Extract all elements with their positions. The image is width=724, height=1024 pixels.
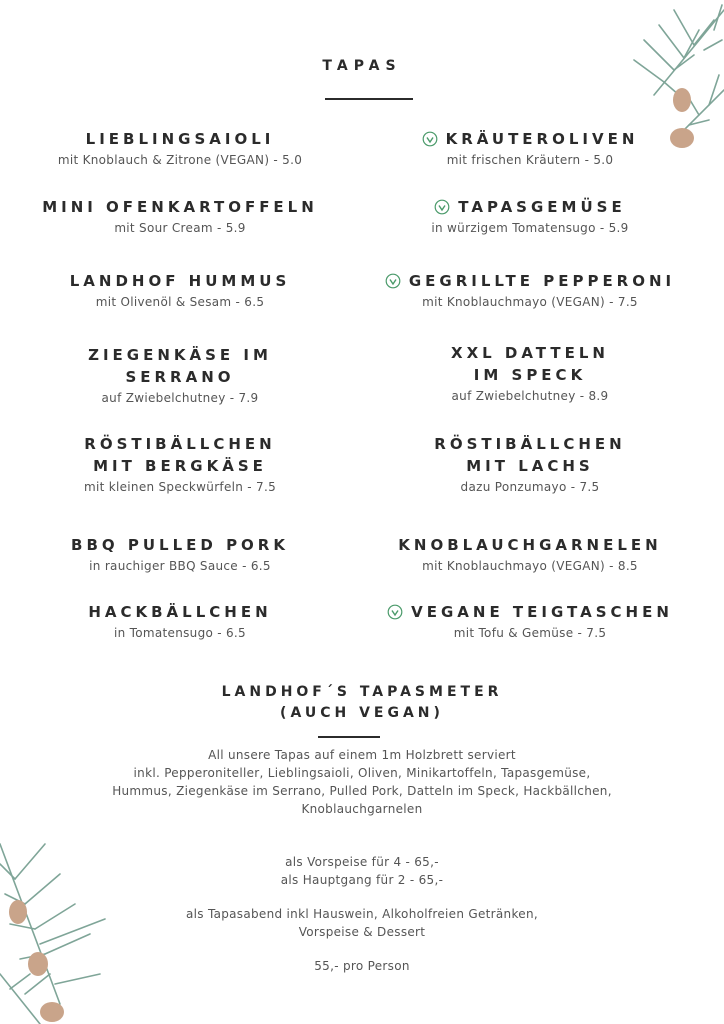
menu-item [365, 270, 695, 309]
item-name: HACKBÄLLCHEN [88, 603, 272, 621]
item-name: RÖSTIBÄLLCHEN MIT BERGKÄSE [84, 435, 276, 475]
menu-item [365, 342, 695, 403]
item-name: KRÄUTEROLIVEN [445, 130, 639, 148]
item-description: mit Sour Cream - 5.9 [114, 221, 246, 235]
menu-item [15, 270, 345, 309]
page-title: TAPAS [322, 58, 402, 74]
item-description: in Tomatensugo - 6.5 [114, 626, 246, 640]
tapasmeter-divider [318, 736, 380, 738]
menu-item [15, 534, 345, 573]
item-name: BBQ PULLED PORK [71, 536, 289, 554]
item-description: mit kleinen Speckwürfeln - 7.5 [83, 480, 277, 494]
item-name: ZIEGENKÄSE IM SERRANO [88, 346, 272, 386]
item-description: dazu Ponzumayo - 7.5 [460, 480, 600, 494]
item-description: auf Zwiebelchutney - 7.9 [101, 391, 259, 405]
item-description: in würzigem Tomatensugo - 5.9 [431, 221, 629, 235]
tapasmeter-evening-offer: als Tapasabend inkl Hauswein, Alkoholfreien Getränken, Vorspeise & Dessert [185, 907, 538, 939]
item-name: TAPASGEMÜSE [458, 198, 626, 216]
item-name: KNOBLAUCHGARNELEN [398, 536, 662, 554]
tapasmeter-evening-price: 55,- pro Person [314, 959, 410, 973]
menu-item [15, 128, 345, 167]
item-name: GEGRILLTE PEPPERONI [408, 272, 676, 290]
menu-item [365, 534, 695, 573]
item-name: LIEBLINGSAIOLI [85, 130, 275, 148]
vegan-icon [387, 604, 403, 620]
item-description: mit Knoblauchmayo (VEGAN) - 8.5 [422, 559, 638, 573]
vegan-icon [385, 273, 401, 289]
tapasmeter-main-price: als Hauptgang für 2 - 65,- [280, 873, 444, 887]
title-divider [325, 98, 413, 100]
item-description: auf Zwiebelchutney - 8.9 [451, 389, 609, 403]
menu-item [15, 344, 345, 405]
item-description: mit frischen Kräutern - 5.0 [446, 153, 614, 167]
item-description: in rauchiger BBQ Sauce - 6.5 [89, 559, 271, 573]
vegan-icon [422, 131, 438, 147]
tapasmeter-starter-price: als Vorspeise für 4 - 65,- [285, 855, 439, 869]
vegan-icon [434, 199, 450, 215]
menu-item [15, 601, 345, 640]
item-name: XXL DATTELN IM SPECK [451, 344, 609, 384]
item-name: VEGANE TEIGTASCHEN [411, 603, 673, 621]
item-name: RÖSTIBÄLLCHEN MIT LACHS [434, 435, 626, 475]
item-description: mit Knoblauch & Zitrone (VEGAN) - 5.0 [57, 153, 303, 167]
item-description: mit Tofu & Gemüse - 7.5 [453, 626, 607, 640]
item-description: mit Olivenöl & Sesam - 6.5 [95, 295, 265, 309]
menu-item [365, 433, 695, 494]
item-name: LANDHOF HUMMUS [69, 272, 291, 290]
menu-item [365, 196, 695, 235]
menu-item [365, 128, 695, 167]
item-description: mit Knoblauchmayo (VEGAN) - 7.5 [422, 295, 638, 309]
menu-item [15, 433, 345, 494]
tapasmeter-title: LANDHOF´S TAPASMETER (AUCH VEGAN) [221, 684, 503, 721]
tapasmeter-description: All unsere Tapas auf einem 1m Holzbrett serviert inkl. Pepperoniteller, Lieblingsaioli, Oliven, Minikartoffeln, Tapasgemüse, Hummus, Ziegenkäse im Serrano, Pulled Pork, Datteln im Speck, Hackbällchen, Knoblauchgarnelen [112, 748, 612, 816]
menu-item [15, 196, 345, 235]
menu-item [365, 601, 695, 640]
item-name: MINI OFENKARTOFFELN [42, 198, 318, 216]
